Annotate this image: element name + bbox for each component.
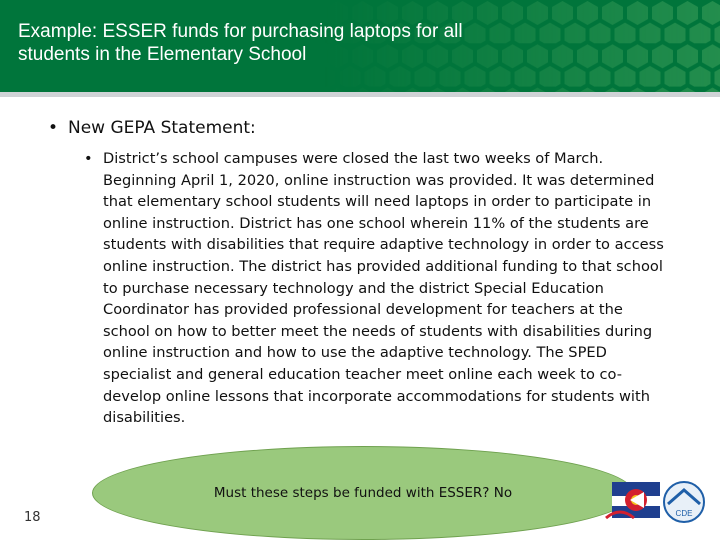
gepa-statement-text: District’s school campuses were closed the last two weeks of March. Beginning April 1, 2020, online instruction was provided. It was determined that elementary school students will need laptops in order to participate in online instruction. District has one school wherein 11% of the students are students with disabilities that require adaptive technology in order to access online instruction. The district has provided additional funding to that school to purchase necessary technology and the district Special Education Coordinator has provided professional development for teachers at the school on how to better meet the needs of students with disabilities during online instruction and how to use the adaptive technology. The SPED specialist and general education teacher meet online each week to co-develop online lessons that incorporate accommodations for students with disabilities. (103, 150, 664, 427)
bullet-dot-icon: • (84, 150, 93, 167)
bullet-dot-icon: • (48, 118, 59, 138)
bullet-level2 (84, 148, 674, 429)
page-number: 18 (24, 510, 41, 525)
title-banner (0, 0, 720, 92)
bullet-level1 (48, 118, 256, 138)
bullet-level1-text: New GEPA Statement: (68, 118, 256, 138)
slide-title: Example: ESSER funds for purchasing laptops for all students in the Elementary School (18, 21, 463, 65)
title-divider (0, 92, 720, 97)
colorado-flag-logo-icon (606, 482, 660, 518)
callout-text: Must these steps be funded with ESSER? No (213, 485, 513, 501)
cde-seal-logo-icon (664, 482, 704, 522)
logo-text: CDE (675, 509, 693, 518)
logos (600, 478, 710, 530)
